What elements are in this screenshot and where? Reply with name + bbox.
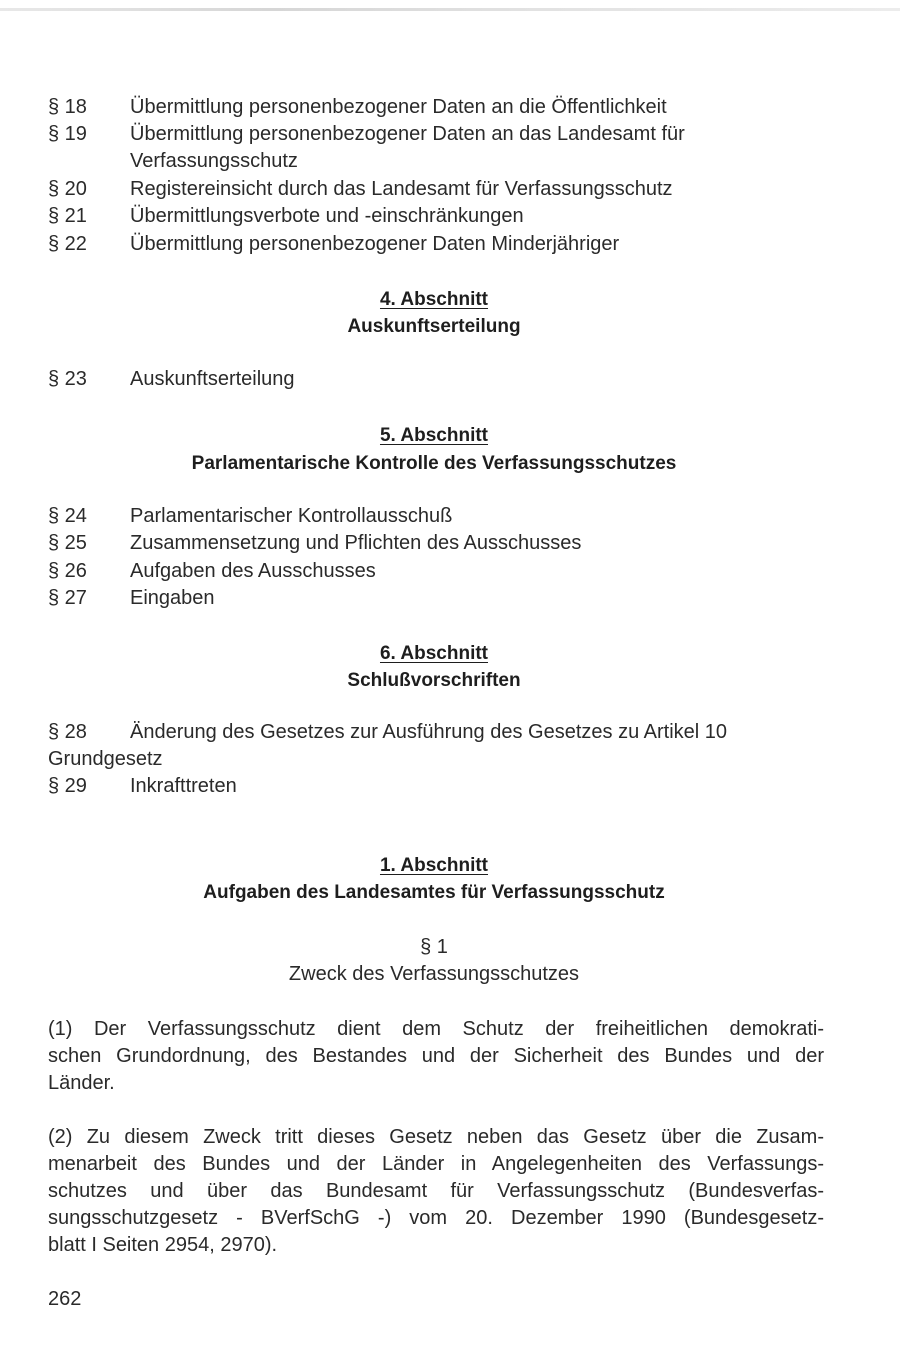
toc-num: § 28 — [48, 721, 87, 743]
toc-item-21 — [48, 203, 524, 230]
paragraph-1 — [48, 1016, 824, 1097]
toc-item-26 — [48, 558, 376, 585]
section-5-title: Parlamentarische Kontrolle des Verfassungsschutzes — [191, 453, 677, 474]
text-line: Länder. — [48, 1072, 115, 1094]
toc-item-24 — [48, 503, 452, 530]
toc-title: Übermittlungsverbote und -einschränkungen — [130, 205, 524, 227]
toc-title: Auskunftserteilung — [130, 368, 295, 390]
toc-num: § 19 — [48, 123, 87, 145]
toc-num: § 25 — [48, 532, 87, 554]
section-1-label: 1. Abschnitt — [379, 855, 489, 876]
scan-top-edge — [0, 8, 900, 11]
toc-title: Übermittlung personenbezogener Daten an das Landesamt für — [130, 123, 685, 145]
toc-title: Änderung des Gesetzes zur Ausführung des Gesetzes zu Artikel 10 — [130, 721, 728, 743]
toc-title: Parlamentarischer Kontrollausschuß — [130, 505, 453, 527]
toc-title: Eingaben — [130, 587, 215, 609]
toc-item-27 — [48, 585, 215, 612]
toc-item-25 — [48, 530, 581, 557]
section-6-title: Schlußvorschriften — [347, 670, 521, 691]
section-4-label: 4. Abschnitt — [379, 289, 489, 310]
section-6-label: 6. Abschnitt — [379, 643, 489, 664]
toc-title: Aufgaben des Ausschusses — [130, 560, 376, 582]
section-1-title: Aufgaben des Landesamtes für Verfassungsschutz — [203, 882, 665, 903]
toc-num: § 18 — [48, 96, 87, 118]
toc-num: § 21 — [48, 205, 87, 227]
toc-item-22 — [48, 231, 619, 258]
section-5-label: 5. Abschnitt — [379, 425, 489, 446]
toc-item-23 — [48, 366, 295, 393]
toc-num: § 29 — [48, 775, 87, 797]
paragraph-title: Zweck des Verfassungsschutzes — [288, 963, 580, 985]
toc-item-20 — [48, 176, 673, 203]
toc-num: § 26 — [48, 560, 87, 582]
toc-num: § 27 — [48, 587, 87, 609]
paragraph-2 — [48, 1124, 824, 1259]
page-number: 262 — [48, 1288, 82, 1310]
toc-item-19-continuation: Verfassungsschutz — [130, 150, 298, 172]
text-line: schutzes und über das Bundesamt für Verfassungsschutz (Bundesverfas- — [48, 1180, 824, 1202]
toc-title: Zusammensetzung und Pflichten des Ausschusses — [130, 532, 582, 554]
text-line: menarbeit des Bundes und der Länder in Angelegenheiten des Verfassungs- — [48, 1153, 824, 1175]
toc-item-28-continuation: Grundgesetz — [48, 748, 163, 770]
toc-num: § 20 — [48, 178, 87, 200]
toc-num: § 22 — [48, 233, 87, 255]
text-line: (1) Der Verfassungsschutz dient dem Schutz der freiheitlichen demokrati- — [48, 1018, 824, 1040]
toc-item-19 — [48, 121, 685, 148]
text-line: (2) Zu diesem Zweck tritt dieses Gesetz neben das Gesetz über die Zusam- — [48, 1126, 824, 1148]
toc-item-28 — [48, 719, 727, 746]
toc-item-29 — [48, 773, 237, 800]
toc-item-18 — [48, 94, 667, 121]
toc-num: § 23 — [48, 368, 87, 390]
toc-title: Übermittlung personenbezogener Daten an die Öffentlichkeit — [130, 96, 667, 118]
toc-num: § 24 — [48, 505, 87, 527]
toc-title: Registereinsicht durch das Landesamt für Verfassungsschutz — [130, 178, 673, 200]
section-4-title: Auskunftserteilung — [347, 316, 521, 337]
toc-title: Inkrafttreten — [130, 775, 237, 797]
toc-title: Übermittlung personenbezogener Daten Minderjähriger — [130, 233, 620, 255]
paragraph-number: § 1 — [420, 936, 448, 958]
text-line: schen Grundordnung, des Bestandes und der Sicherheit des Bundes und der — [48, 1045, 824, 1067]
text-line: sungsschutzgesetz - BVerfSchG -) vom 20. Dezember 1990 (Bundesgesetz- — [48, 1207, 824, 1229]
text-line: blatt I Seiten 2954, 2970). — [48, 1234, 278, 1256]
